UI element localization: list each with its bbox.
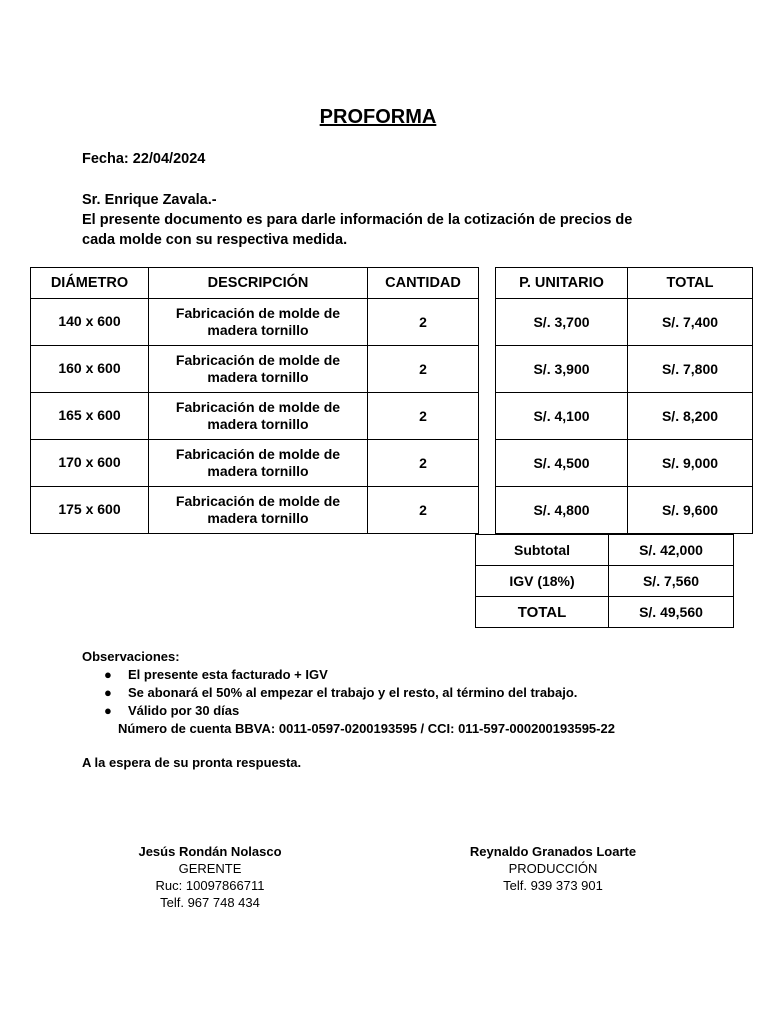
cell-diametro: 175 x 600 (31, 487, 149, 534)
desc-line-1: Fabricación de molde de (175, 305, 341, 321)
header-cantidad: CANTIDAD (368, 268, 479, 299)
grand-total-row (476, 597, 734, 628)
intro-line-1: El presente documento es para darle información de la cotización de precios de (82, 212, 633, 228)
table-row (31, 440, 753, 487)
header-diametro: DIÁMETRO (31, 268, 149, 299)
cell-cantidad: 2 (368, 393, 479, 440)
column-gap (479, 487, 496, 534)
cell-total: S/. 8,200 (628, 393, 753, 440)
desc-line-1: Fabricación de molde de (175, 352, 341, 368)
cell-total: S/. 9,000 (628, 440, 753, 487)
closing-line: A la espera de su pronta respuesta. (82, 755, 302, 770)
observation-text: El presente esta facturado + IGV (128, 667, 328, 682)
intro-line-2: cada molde con su respectiva medida. (82, 232, 348, 248)
desc-line-2: madera tornillo (207, 416, 309, 432)
cell-descripcion (149, 440, 368, 487)
items-table (30, 267, 753, 534)
cell-total: S/. 7,400 (628, 299, 753, 346)
column-gap (479, 393, 496, 440)
cell-diametro: 140 x 600 (31, 299, 149, 346)
desc-line-2: madera tornillo (207, 369, 309, 385)
list-item (82, 684, 615, 702)
igv-row (476, 566, 734, 597)
cell-diametro: 170 x 600 (31, 440, 149, 487)
column-gap (479, 299, 496, 346)
desc-line-1: Fabricación de molde de (175, 399, 341, 415)
subtotal-value: S/. 42,000 (609, 535, 734, 566)
observation-text: Válido por 30 días (128, 703, 240, 718)
observations-list (82, 666, 615, 720)
cell-descripcion (149, 299, 368, 346)
list-item (82, 702, 615, 720)
document-title: PROFORMA (319, 106, 437, 128)
signature-block-produccion (448, 843, 658, 894)
list-item (82, 666, 615, 684)
observations-heading: Observaciones: (82, 649, 180, 664)
signer-phone: Telf. 967 748 434 (160, 895, 260, 910)
signer-phone: Telf. 939 373 901 (503, 878, 603, 893)
desc-line-1: Fabricación de molde de (175, 446, 341, 462)
signer-name: Reynaldo Granados Loarte (469, 844, 637, 859)
column-gap (479, 346, 496, 393)
bullet-icon: ● (104, 667, 112, 682)
cell-cantidad: 2 (368, 299, 479, 346)
cell-descripcion (149, 487, 368, 534)
cell-unitario: S/. 4,800 (496, 487, 628, 534)
date-line: Fecha: 22/04/2024 (82, 151, 206, 167)
signer-role: GERENTE (178, 861, 242, 876)
cell-cantidad: 2 (368, 487, 479, 534)
desc-line-2: madera tornillo (207, 510, 309, 526)
bullet-icon: ● (104, 703, 112, 718)
header-unitario: P. UNITARIO (496, 268, 628, 299)
cell-cantidad: 2 (368, 440, 479, 487)
grand-total-value: S/. 49,560 (609, 597, 734, 628)
desc-line-2: madera tornillo (207, 463, 309, 479)
igv-label: IGV (18%) (476, 566, 609, 597)
greeting: Sr. Enrique Zavala.- (82, 192, 217, 208)
subtotal-row (476, 535, 734, 566)
column-gap (479, 440, 496, 487)
table-row (31, 346, 753, 393)
header-total: TOTAL (628, 268, 753, 299)
bank-account-line: Número de cuenta BBVA: 0011-0597-0200193595 / CCI: 011-597-000200193595-22 (118, 721, 615, 736)
observations-section (82, 648, 615, 738)
table-header-row (31, 268, 753, 299)
observation-text: Se abonará el 50% al empezar el trabajo y el resto, al término del trabajo. (128, 685, 578, 700)
signature-block-gerente (110, 843, 310, 911)
cell-diametro: 160 x 600 (31, 346, 149, 393)
column-gap (479, 268, 496, 299)
cell-unitario: S/. 4,100 (496, 393, 628, 440)
signer-ruc: Ruc: 10097866711 (155, 878, 265, 893)
cell-cantidad: 2 (368, 346, 479, 393)
table-row (31, 487, 753, 534)
cell-descripcion (149, 393, 368, 440)
totals-table (475, 534, 734, 628)
signer-name: Jesús Rondán Nolasco (138, 844, 282, 859)
cell-total: S/. 9,600 (628, 487, 753, 534)
grand-total-label: TOTAL (476, 597, 609, 628)
subtotal-label: Subtotal (476, 535, 609, 566)
desc-line-1: Fabricación de molde de (175, 493, 341, 509)
cell-descripcion (149, 346, 368, 393)
header-descripcion: DESCRIPCIÓN (149, 268, 368, 299)
intro-paragraph (82, 190, 692, 250)
cell-unitario: S/. 3,900 (496, 346, 628, 393)
igv-value: S/. 7,560 (609, 566, 734, 597)
signer-role: PRODUCCIÓN (508, 861, 598, 876)
cell-unitario: S/. 3,700 (496, 299, 628, 346)
cell-total: S/. 7,800 (628, 346, 753, 393)
table-row (31, 299, 753, 346)
bullet-icon: ● (104, 685, 112, 700)
desc-line-2: madera tornillo (207, 322, 309, 338)
cell-diametro: 165 x 600 (31, 393, 149, 440)
cell-unitario: S/. 4,500 (496, 440, 628, 487)
table-row (31, 393, 753, 440)
